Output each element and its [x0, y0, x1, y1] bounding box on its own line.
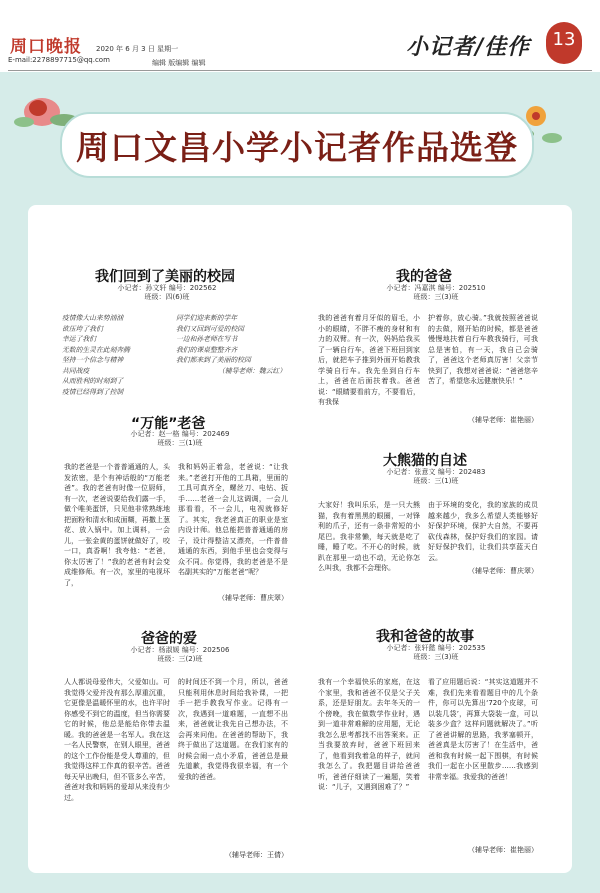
article-title-my-dad: 我的爸爸: [396, 269, 452, 285]
article-body-col1: 人人都说母爱伟大，父爱如山。可我觉得父爱并没有那么厚重沉重，它更像是温暖怀里的水，也许平时你感受不到它的温度，但当你需要它的时候，他总是能给你带去温暖。我的爸爸是一名军人。我在这一名人民警察，在别人眼里，爸爸的这个工作份能是受人尊重的，但我觉得这样工作真的很辛苦。爸爸每天早出晚归，但不管多么辛苦，爸爸对我和妈妈的爱却从来没有少过。: [64, 678, 170, 802]
article-byline: 小记者：杨淑媛 编号：202506 班级：三(2)班: [130, 646, 230, 663]
article-title-dad-story: 我和爸爸的故事: [376, 629, 474, 645]
article-body-col2: 看了应用题后说：“其实这道题并不难，我们先来看看题目中的几个条件，你可以先算出‘720个皮球，可以装几袋’，再算大袋装一盒，可以装多少盒？这样问题就解决了。”听了爸爸讲解的思路，我茅塞顿开，爸爸真是太厉害了！在生活中，爸爸和我有时候一起下围棋，有时候我们一起在小区里散步……我感到非常幸福。我爱我的爸爸！: [428, 678, 538, 781]
article-body-col2: 护着你，放心骑。”我就按照爸爸说的去做，刚开始的时候，都是爸爸慢慢地扶着自行车教我骑行，可我总是害怕，有一天，我自己会骑了，爸爸这个老师真厉害！父亲节快到了，我想对爸爸说：“爸爸您辛苦了，希望您永远健康快乐！”: [428, 314, 538, 385]
mentor-credit: （辅导老师：王倩）: [225, 851, 288, 859]
article-body-col1: 我的老爸是一个普普通通的人，头发浓密，是个有神话般的“万能老爸”。我的老爸有时像一位厨师，有一次，老爸说要给我们露一手，做个唯美蛋饼，只见他非常熟练地把面粉和清水和成面糊，再撒上葱花、放入锅中。加上调料，一会儿，一张金黄的蛋饼就做好了，咬一口，真香啊！我夸他：“老爸，你太厉害了！”我的老爸有时会变成维修师。有一次，家里的电视坏了，: [64, 463, 170, 587]
article-title-school: 我们回到了美丽的校园: [95, 269, 235, 285]
header-divider: [8, 70, 592, 71]
issue-date: 2020 年 6 月 3 日 星期一: [96, 45, 179, 53]
editor-line: 编辑 版编辑 编辑: [152, 59, 206, 67]
article-title-wanneng: “万能”老爸: [131, 416, 206, 432]
article-byline: 小记者：张轩懿 编号：202535 班级：三(3)班: [386, 644, 486, 661]
article-byline: 小记者：赵一格 编号：202469 班级：三(1)班: [130, 430, 230, 447]
mentor-credit: （辅导老师：崔艳丽）: [468, 846, 538, 854]
footer-band: [0, 873, 600, 893]
article-body-col1: 我的爸爸有着月牙似的眉毛，小小的眼睛，不胖不瘦的身材和有力的双臂。有一次，妈妈给我买了一辆自行车，爸爸下班回到家后，就把车子推到外面开始教我学骑自行车。我先坐到自行车上，爸爸在后面扶着我。爸爸说：“眼睛要看前方，不要看后，有我保: [318, 314, 420, 406]
section-title: 小记者/佳作: [406, 34, 531, 60]
article-byline: 小记者：孙文轩 编号：202562 班级：四(6)班: [117, 284, 217, 301]
article-title-dad-love: 爸爸的爱: [141, 631, 197, 647]
page-number-badge: 13: [546, 22, 582, 64]
newspaper-logo: 周口晚报: [10, 37, 82, 57]
article-byline: 小记者：张意文 编号：202483 班级：三(1)班: [386, 468, 486, 485]
mentor-credit: （辅导老师：崔艳丽）: [468, 416, 538, 424]
mentor-credit: （辅导老师：曹庆翠）: [468, 567, 538, 575]
article-title-panda: 大熊猫的自述: [383, 453, 467, 469]
article-body-col1: 大家好！我叫乐乐，是一只大熊猫，我有着黑黑的眼圈，一对锋利的爪子，还有一条非常短的小尾巴。我非常懒，每天就是吃了睡，睡了吃。不开心的时候，就趴在那里一动也不动，无论你怎么叫我，我都不会理你。: [318, 501, 420, 572]
article-body-col2: 的时间还不到一个月，所以，爸爸只能利用休息时间给我补课，一把手一把手教我写作业。记得有一次，我遇到一道难题，一直想不出来，爸爸就让我先自己想办法，不会再来问他。在爸爸的帮助下，我终于做出了这道题。在我们家有的时候会闹一点小矛盾，爸爸总是最先道歉，我觉得我很幸福，有一个爱我的爸爸。: [178, 678, 288, 781]
article-body-col2: 由于环境的变化，我的家族的成员越来越少，我多么希望人类能够好好保护环境，保护大自然，不要再砍伐森林，保护好我们的家园。请好好保护我们，让我们共享蓝天白云。: [428, 501, 538, 562]
article-body-col2: 我和妈妈正着急，老爸说：“让我来。”老爸打开他的工具箱，里面的工具可真齐全，螺丝刀、电钻、扳手……老爸一会儿这调调，一会儿那看看，不一会儿，电视就修好了。其实，我老爸真正的职业是室内设计师。他总能把普普通通的房子，设计得整洁又漂亮，一件普普通通的东西，到他手里也会变得与众不同。你觉得，我的老爸是不是名副其实的“万能老爸”呢？: [178, 463, 288, 576]
contact-email: E-mail:2278897715@qq.com: [8, 56, 110, 64]
article-byline: 小记者：冯嘉淇 编号：202510 班级：三(3)班: [386, 284, 486, 301]
article-body-col1: 我有一个幸福快乐的家庭，在这个家里，我和爸爸不仅是父子关系，还是好朋友。去年冬天的一个傍晚，我在做数学作业时，遇到一道非常难解的应用题，无论我怎么思考都找不出答案来。正当我要放弃时，爸爸下班回来了，他看到我着急的样子，就问我怎么了。我把题目讲给爸爸听，爸爸仔细读了一遍题，笑着说：“儿子，又遇到困难了？”: [318, 678, 420, 791]
poem-right: 同学们迎来新的学年 我们又回到可爱的校园 一边和孙老师在写书 我们的课桌整整齐齐 我们都来到了美丽的校园 （辅导老师：魏云红）: [176, 314, 286, 375]
page-title: 周口文昌小学小记者作品选登: [76, 128, 518, 167]
mentor-credit: （辅导老师：曹庆翠）: [218, 594, 288, 602]
poem-left: 疫情像大山来势汹汹 欲压垮了我们 幸运了我们 无数的生灵在此刻奔腾 坚持一个信念与精神 共同战疫 从而胜利的时刻到了 疫情已经得到了控制: [62, 314, 130, 396]
